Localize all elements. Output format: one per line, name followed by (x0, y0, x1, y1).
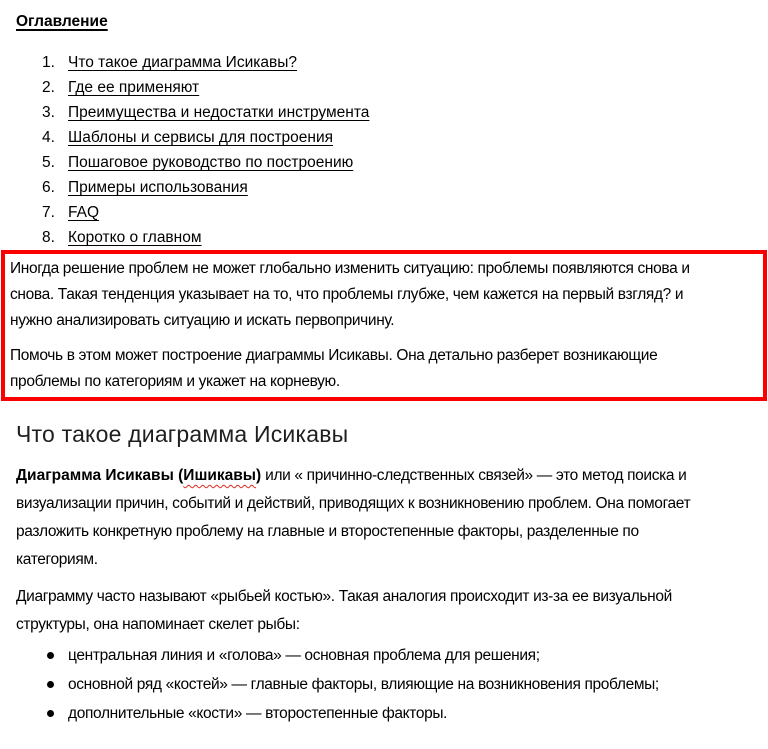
body-text-line (16, 462, 752, 490)
toc-item (16, 50, 752, 75)
toc-link-pros-cons[interactable]: Преимущества и недостатки инструмента (68, 104, 370, 121)
toc-item (16, 175, 752, 200)
toc-item-number: 8. (42, 229, 55, 246)
toc-item (16, 100, 752, 125)
toc-item (16, 225, 752, 250)
toc-link-step-by-step[interactable]: Пошаговое руководство по построению (68, 154, 354, 171)
toc-link-templates-services[interactable]: Шаблоны и сервисы для построения (68, 129, 334, 146)
callout-paragraph (10, 343, 755, 395)
toc-link-where-applied[interactable]: Где ее применяют (68, 79, 200, 96)
toc-item (16, 75, 752, 100)
list-item-text: дополнительные «кости» — второстепенные факторы. (68, 705, 448, 722)
list-item (16, 641, 752, 670)
bold-term: Диаграмма Исикавы ( (16, 467, 184, 484)
callout-text-line: проблемы по категориям и укажет на корневую. (10, 373, 340, 390)
misspelled-word-highlight: Ишикавы (183, 467, 257, 484)
toc-list (16, 50, 752, 250)
bullet-icon (47, 681, 54, 688)
toc-item-number: 5. (42, 154, 55, 171)
list-item (16, 699, 752, 728)
list-item-text: центральная линия и «голова» — основная проблема для решения; (68, 647, 540, 664)
callout-paragraph (10, 256, 755, 334)
body-text-line: структуры, она напоминает скелет рыбы: (16, 616, 300, 633)
bullet-icon (47, 710, 54, 717)
toc-item-number: 4. (42, 129, 55, 146)
bullet-icon (47, 652, 54, 659)
toc-title: Оглавление (16, 13, 108, 30)
body-text-line: категориям. (16, 551, 98, 568)
highlight-callout-box (1, 250, 767, 401)
fishbone-structure-list (16, 641, 752, 728)
toc-item-number: 3. (42, 104, 55, 121)
callout-text-line: нужно анализировать ситуацию и искать первопричину. (10, 312, 395, 329)
toc-item-number: 2. (42, 79, 55, 96)
toc-item-number: 1. (42, 54, 55, 71)
toc-item-number: 6. (42, 179, 55, 196)
list-item-text: основной ряд «костей» — главные факторы, влияющие на возникновения проблемы; (68, 676, 659, 693)
callout-text-line: Иногда решение проблем не может глобально изменить ситуацию: проблемы появляются снова и (10, 260, 690, 277)
toc-item (16, 200, 752, 225)
body-text: или « причинно-следственных связей» — это метод поиска и (261, 467, 687, 484)
toc-item (16, 150, 752, 175)
toc-link-what-is-ishikawa[interactable]: Что такое диаграмма Исикавы? (68, 54, 297, 71)
toc-link-usage-examples[interactable]: Примеры использования (68, 179, 248, 196)
toc-link-summary[interactable]: Коротко о главном (68, 229, 202, 246)
body-text-line: Диаграмму часто называют «рыбьей костью». Такая аналогия происходит из-за ее визуальной (16, 588, 672, 605)
article-body (0, 418, 768, 728)
definition-paragraph (16, 462, 752, 574)
body-text-line: разложить конкретную проблему на главные и второстепенные факторы, разделенные по (16, 523, 639, 540)
section-heading: Что такое диаграмма Исикавы (16, 421, 349, 447)
table-of-contents (0, 0, 768, 250)
body-text-line: визуализации причин, событий и действий, приводящих к возникновению проблем. Она помогает (16, 495, 691, 512)
toc-item-number: 7. (42, 204, 55, 221)
callout-text-line: Помочь в этом может построение диаграммы Исикавы. Она детально разберет возникающие (10, 347, 658, 364)
bold-term-close: ) (256, 467, 262, 484)
toc-link-faq[interactable]: FAQ (68, 204, 100, 221)
list-item (16, 670, 752, 699)
callout-text-line: снова. Такая тенденция указывает на то, что проблемы глубже, чем кажется на первый взгляд? и (10, 286, 684, 303)
toc-item (16, 125, 752, 150)
fishbone-paragraph (16, 583, 752, 639)
